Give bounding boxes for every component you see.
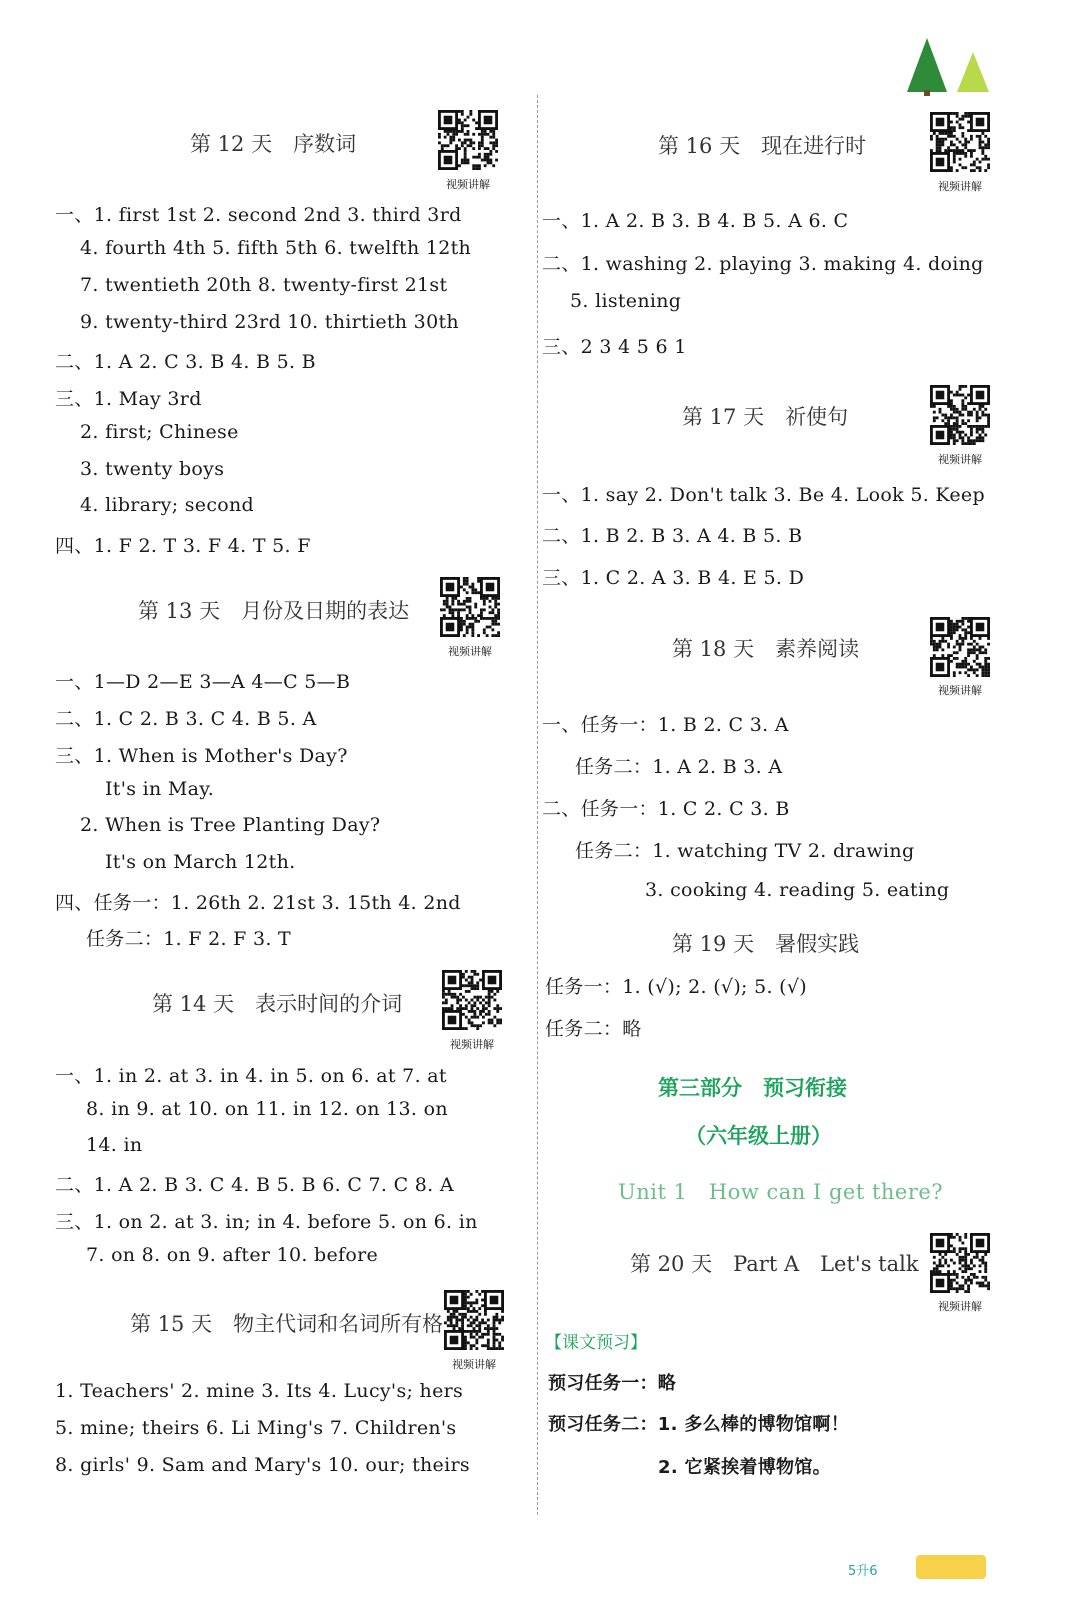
day13-title: 第 13 天 月份及日期的表达 bbox=[138, 599, 410, 623]
answer-line: 5. mine; theirs 6. Li Ming's 7. Children's bbox=[55, 1417, 457, 1439]
answer-line: 二、1. washing 2. playing 3. making 4. doing bbox=[542, 253, 984, 275]
qr-caption: 视频讲解 bbox=[448, 645, 492, 658]
answer-line: 任务二：1. F 2. F 3. T bbox=[86, 928, 292, 950]
day18-title: 第 18 天 素养阅读 bbox=[672, 637, 860, 661]
answer-line: 一、1. first 1st 2. second 2nd 3. third 3rd bbox=[55, 204, 462, 226]
footer-label: 5升6 bbox=[848, 1564, 878, 1579]
answer-line: 一、任务一：1. B 2. C 3. A bbox=[542, 714, 789, 736]
answer-line: 2. When is Tree Planting Day? bbox=[80, 814, 381, 836]
qr-caption: 视频讲解 bbox=[446, 178, 490, 191]
day19-title: 第 19 天 暑假实践 bbox=[672, 932, 860, 956]
answer-line: 9. twenty-third 23rd 10. thirtieth 30th bbox=[80, 311, 459, 333]
section-tag: 【课文预习】 bbox=[545, 1333, 647, 1353]
answer-line: It's on March 12th. bbox=[105, 851, 296, 873]
qr-code-icon[interactable] bbox=[930, 1233, 990, 1293]
qr-code-icon[interactable] bbox=[442, 970, 502, 1030]
answer-line: 三、1. on 2. at 3. in; in 4. before 5. on 6. in bbox=[55, 1211, 478, 1233]
column-divider bbox=[537, 95, 538, 1515]
preview-line: 2. 它紧挨着博物馆。 bbox=[658, 1457, 831, 1478]
answer-line: 三、1. May 3rd bbox=[55, 388, 202, 410]
answer-line: 任务一：1. (√); 2. (√); 5. (√) bbox=[545, 976, 807, 998]
answer-line: 一、1. A 2. B 3. B 4. B 5. A 6. C bbox=[542, 210, 849, 232]
answer-line: 二、1. A 2. B 3. C 4. B 5. B 6. C 7. C 8. A bbox=[55, 1174, 454, 1196]
qr-caption: 视频讲解 bbox=[938, 684, 982, 697]
answer-line: It's in May. bbox=[105, 778, 215, 800]
answer-line: 二、任务一：1. C 2. C 3. B bbox=[542, 798, 790, 820]
answer-line: 一、1—D 2—E 3—A 4—C 5—B bbox=[55, 671, 351, 693]
answer-line: 四、1. F 2. T 3. F 4. T 5. F bbox=[55, 535, 311, 557]
answer-line: 3. cooking 4. reading 5. eating bbox=[645, 879, 950, 901]
tree-icons bbox=[905, 38, 995, 98]
answer-line: 一、1. say 2. Don't talk 3. Be 4. Look 5. Keep bbox=[542, 484, 985, 506]
qr-caption: 视频讲解 bbox=[938, 1300, 982, 1313]
qr-caption: 视频讲解 bbox=[938, 180, 982, 193]
day15-title: 第 15 天 物主代词和名词所有格 bbox=[130, 1312, 444, 1336]
answer-line: 任务二：1. A 2. B 3. A bbox=[575, 756, 783, 778]
answer-line: 7. on 8. on 9. after 10. before bbox=[86, 1244, 379, 1266]
qr-code-icon[interactable] bbox=[440, 577, 500, 637]
day12-title: 第 12 天 序数词 bbox=[190, 132, 357, 156]
qr-code-icon[interactable] bbox=[930, 385, 990, 445]
answer-line: 二、1. C 2. B 3. C 4. B 5. A bbox=[55, 708, 317, 730]
day16-title: 第 16 天 现在进行时 bbox=[658, 134, 867, 158]
answer-line: 三、2 3 4 5 6 1 bbox=[542, 336, 687, 358]
day20-title: 第 20 天 Part A Let's talk bbox=[630, 1252, 919, 1276]
qr-caption: 视频讲解 bbox=[450, 1038, 494, 1051]
answer-line: 任务二：1. watching TV 2. drawing bbox=[575, 840, 915, 862]
answer-line: 4. library; second bbox=[80, 494, 255, 516]
answer-line: 2. first; Chinese bbox=[80, 421, 239, 443]
qr-code-icon[interactable] bbox=[930, 617, 990, 677]
answer-line: 8. girls' 9. Sam and Mary's 10. our; theirs bbox=[55, 1454, 470, 1476]
preview-line: 预习任务二：1. 多么棒的博物馆啊！ bbox=[548, 1414, 850, 1435]
answer-line: 三、1. When is Mother's Day? bbox=[55, 745, 348, 767]
answer-line: 任务二：略 bbox=[545, 1018, 642, 1040]
preview-line: 预习任务一：略 bbox=[548, 1373, 677, 1394]
answer-line: 3. twenty boys bbox=[80, 458, 225, 480]
answer-line: 一、1. in 2. at 3. in 4. in 5. on 6. at 7. at bbox=[55, 1065, 447, 1087]
part-heading: 第三部分 预习衔接 bbox=[658, 1076, 847, 1100]
qr-code-icon[interactable] bbox=[930, 112, 990, 172]
answer-line: 1. Teachers' 2. mine 3. Its 4. Lucy's; hers bbox=[55, 1380, 464, 1402]
answer-line: 8. in 9. at 10. on 11. in 12. on 13. on bbox=[86, 1098, 448, 1120]
qr-caption: 视频讲解 bbox=[452, 1358, 496, 1371]
answer-line: 四、任务一：1. 26th 2. 21st 3. 15th 4. 2nd bbox=[55, 892, 461, 914]
answer-line: 二、1. B 2. B 3. A 4. B 5. B bbox=[542, 525, 803, 547]
answer-line: 14. in bbox=[86, 1134, 143, 1156]
qr-code-icon[interactable] bbox=[438, 110, 498, 170]
day14-title: 第 14 天 表示时间的介词 bbox=[152, 992, 403, 1016]
answer-line: 4. fourth 4th 5. fifth 5th 6. twelfth 12th bbox=[80, 237, 472, 259]
answer-line: 5. listening bbox=[570, 290, 682, 312]
grade-heading: （六年级上册） bbox=[685, 1124, 832, 1148]
qr-caption: 视频讲解 bbox=[938, 453, 982, 466]
answer-line: 二、1. A 2. C 3. B 4. B 5. B bbox=[55, 351, 316, 373]
footer-badge bbox=[916, 1555, 986, 1579]
qr-code-icon[interactable] bbox=[444, 1290, 504, 1350]
unit-heading: Unit 1 How can I get there? bbox=[618, 1180, 944, 1204]
answer-line: 7. twentieth 20th 8. twenty-first 21st bbox=[80, 274, 448, 296]
answer-line: 三、1. C 2. A 3. B 4. E 5. D bbox=[542, 567, 805, 589]
day17-title: 第 17 天 祈使句 bbox=[682, 405, 849, 429]
